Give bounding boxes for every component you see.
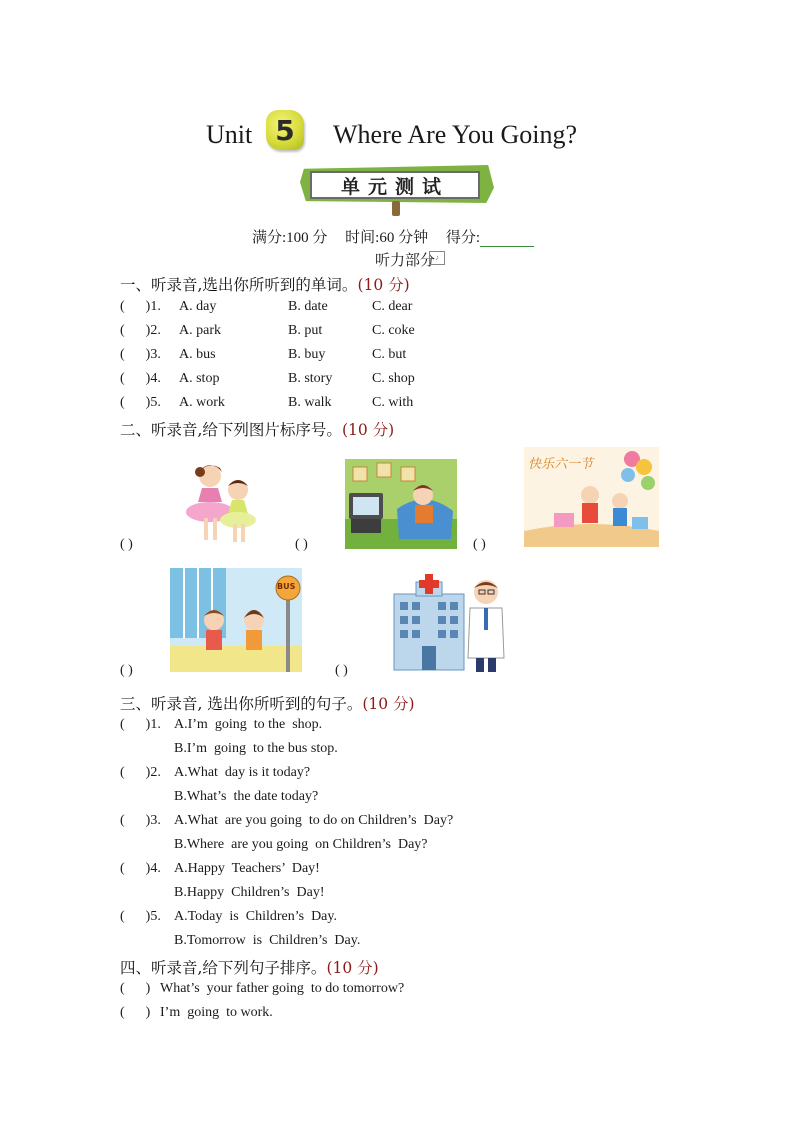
s3-q5-option-b: B.Tomorrow is Children’s Day. — [174, 933, 361, 948]
s1-q5-option-a: A. work — [179, 395, 225, 410]
section4-heading: 四、听录音,给下列句子排序。(10 分) — [120, 959, 379, 977]
s4-item2-text: I’m going to work. — [160, 1005, 273, 1020]
full-score: 满分:100 分 — [252, 230, 328, 246]
s2-pic1-answer[interactable]: ( ) — [120, 537, 133, 552]
listening-part-label: 听力部分 — [375, 253, 436, 269]
s3-q1-option-b: B.I’m going to the bus stop. — [174, 741, 338, 756]
s1-q3-option-c: C. but — [372, 347, 407, 362]
s3-q5-option-a: A.Today is Children’s Day. — [174, 909, 337, 924]
picture-childrens-day-party — [524, 447, 659, 547]
s1-q5-option-b: B. walk — [288, 395, 332, 410]
picture-hospital-doctor — [390, 572, 516, 676]
s2-pic3-answer[interactable]: ( ) — [473, 537, 486, 552]
title-main: Where Are You Going? — [333, 120, 578, 149]
section1-heading: 一、听录音,选出你所听到的单词。(10 分) — [120, 276, 410, 294]
score-label: 得分: — [445, 230, 481, 246]
unit-test-banner — [300, 165, 496, 217]
s4-item2-number[interactable]: ( ) — [120, 1005, 151, 1020]
section3-heading: 三、听录音, 选出你所听到的句子。(10 分) — [120, 695, 415, 713]
s4-item1-number[interactable]: ( ) — [120, 981, 151, 996]
s2-pic5-answer[interactable]: ( ) — [335, 663, 348, 678]
s1-q1-option-a: A. day — [179, 299, 217, 314]
s3-q3-number[interactable]: ( )3. — [120, 813, 161, 828]
s1-q3-option-b: B. buy — [288, 347, 326, 362]
s3-q4-option-b: B.Happy Children’s Day! — [174, 885, 325, 900]
picture-dancing-girls — [172, 458, 272, 548]
s1-q4-option-b: B. story — [288, 371, 333, 386]
s4-item1-text: What’s your father going to do tomorrow? — [160, 981, 405, 996]
s1-q4-option-a: A. stop — [179, 371, 220, 386]
title — [0, 108, 794, 158]
s1-q4-option-c: C. shop — [372, 371, 415, 386]
s1-q2-option-c: C. coke — [372, 323, 415, 338]
banner-stick — [392, 201, 400, 216]
section2-heading: 二、听录音,给下列图片标序号。(10 分) — [120, 421, 395, 439]
s3-q3-option-b: B.Where are you going on Children’s Day? — [174, 837, 428, 852]
s2-pic4-answer[interactable]: ( ) — [120, 663, 133, 678]
bus-sign-text: BUS — [277, 582, 296, 591]
s3-q1-option-a: A.I’m going to the shop. — [174, 717, 323, 732]
picture-bus-stop — [170, 568, 302, 672]
s2-pic2-answer[interactable]: ( ) — [295, 537, 308, 552]
s1-q2-option-b: B. put — [288, 323, 323, 338]
audio-icon[interactable]: ♪ — [429, 251, 445, 265]
exam-info — [252, 226, 548, 247]
s3-q1-number[interactable]: ( )1. — [120, 717, 161, 732]
time-limit: 时间:60 分钟 — [345, 230, 429, 246]
s1-q3-number[interactable]: ( )3. — [120, 347, 161, 362]
banner-text: 单元测试 — [310, 171, 480, 199]
s3-q4-option-a: A.Happy Teachers’ Day! — [174, 861, 320, 876]
s1-q2-option-a: A. park — [179, 323, 221, 338]
s3-q2-number[interactable]: ( )2. — [120, 765, 161, 780]
party-title-text: 快乐六一节 — [528, 457, 594, 472]
unit-number-badge: 5 — [266, 110, 304, 150]
s1-q1-option-c: C. dear — [372, 299, 413, 314]
s1-q5-number[interactable]: ( )5. — [120, 395, 161, 410]
score-field[interactable] — [480, 232, 534, 247]
s3-q5-number[interactable]: ( )5. — [120, 909, 161, 924]
picture-watching-tv — [345, 459, 457, 549]
s3-q2-option-b: B.What’s the date today? — [174, 789, 319, 804]
s3-q2-option-a: A.What day is it today? — [174, 765, 311, 780]
s3-q3-option-a: A.What are you going to do on Children’s Day? — [174, 813, 454, 828]
s1-q5-option-c: C. with — [372, 395, 414, 410]
s1-q1-option-b: B. date — [288, 299, 328, 314]
s1-q1-number[interactable]: ( )1. — [120, 299, 161, 314]
s1-q2-number[interactable]: ( )2. — [120, 323, 161, 338]
title-unit: Unit — [206, 120, 253, 149]
s1-q3-option-a: A. bus — [179, 347, 216, 362]
s1-q4-number[interactable]: ( )4. — [120, 371, 161, 386]
s3-q4-number[interactable]: ( )4. — [120, 861, 161, 876]
